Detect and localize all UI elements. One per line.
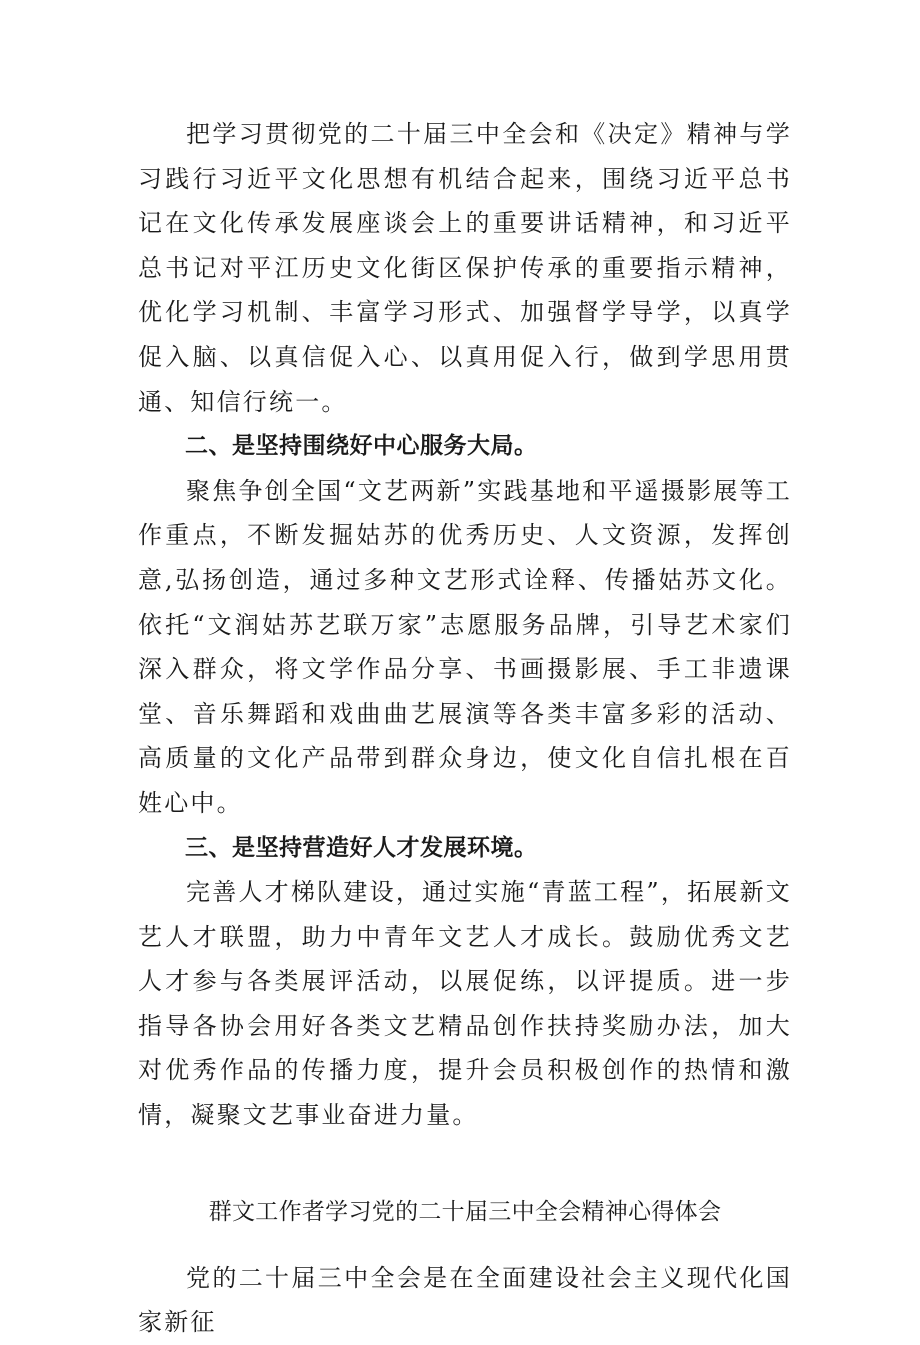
section-heading-two: 二、是坚持围绕好中心服务大局。 (185, 433, 538, 460)
paragraph-center-service: 聚焦争创全国“文艺两新”实践基地和平遥摄影展等工作重点，不断发掘姑苏的优秀历史、人文资源，发挥创意,弘扬创造，通过多种文艺形式诠释、传播姑苏文化。依托“文润姑苏艺联万家”志愿服务品牌，引导艺术家们深入群众，将文学作品分享、书画摄影展、手工非遗课堂、音乐舞蹈和戏曲曲艺展演等各类丰富多彩的活动、高质量的文化产品带到群众身边，使文化自信扎根在百姓心中。 (138, 476, 792, 817)
document-body (138, 112, 792, 1345)
section-heading-three: 三、是坚持营造好人才发展环境。 (185, 834, 538, 861)
spacer (138, 1138, 792, 1190)
article-opening-paragraph: 党的二十届三中全会是在全面建设社会主义现代化国家新征 (138, 1263, 792, 1337)
spacer (138, 1234, 792, 1256)
article-title: 群文工作者学习党的二十届三中全会精神心得体会 (208, 1198, 722, 1225)
paragraph-talent-environment: 完善人才梯队建设，通过实施“青蓝工程”，拓展新文艺人才联盟，助力中青年文艺人才成长。鼓励优秀文艺人才参与各类展评活动，以展促练，以评提质。进一步指导各协会用好各类文艺精品创作扶持奖励办法，加大对优秀作品的传播力度，提升会员积极创作的热情和激情，凝聚文艺事业奋进力量。 (138, 878, 792, 1130)
paragraph-study-integration: 把学习贯彻党的二十届三中全会和《决定》精神与学习践行习近平文化思想有机结合起来，围绕习近平总书记在文化传承发展座谈会上的重要讲话精神，和习近平总书记对平江历史文化街区保护传承的重要指示精神，优化学习机制、丰富学习形式、加强督学导学，以真学促入脑、以真信促入心、以真用促入行，做到学思用贯通、知信行统一。 (138, 120, 792, 416)
